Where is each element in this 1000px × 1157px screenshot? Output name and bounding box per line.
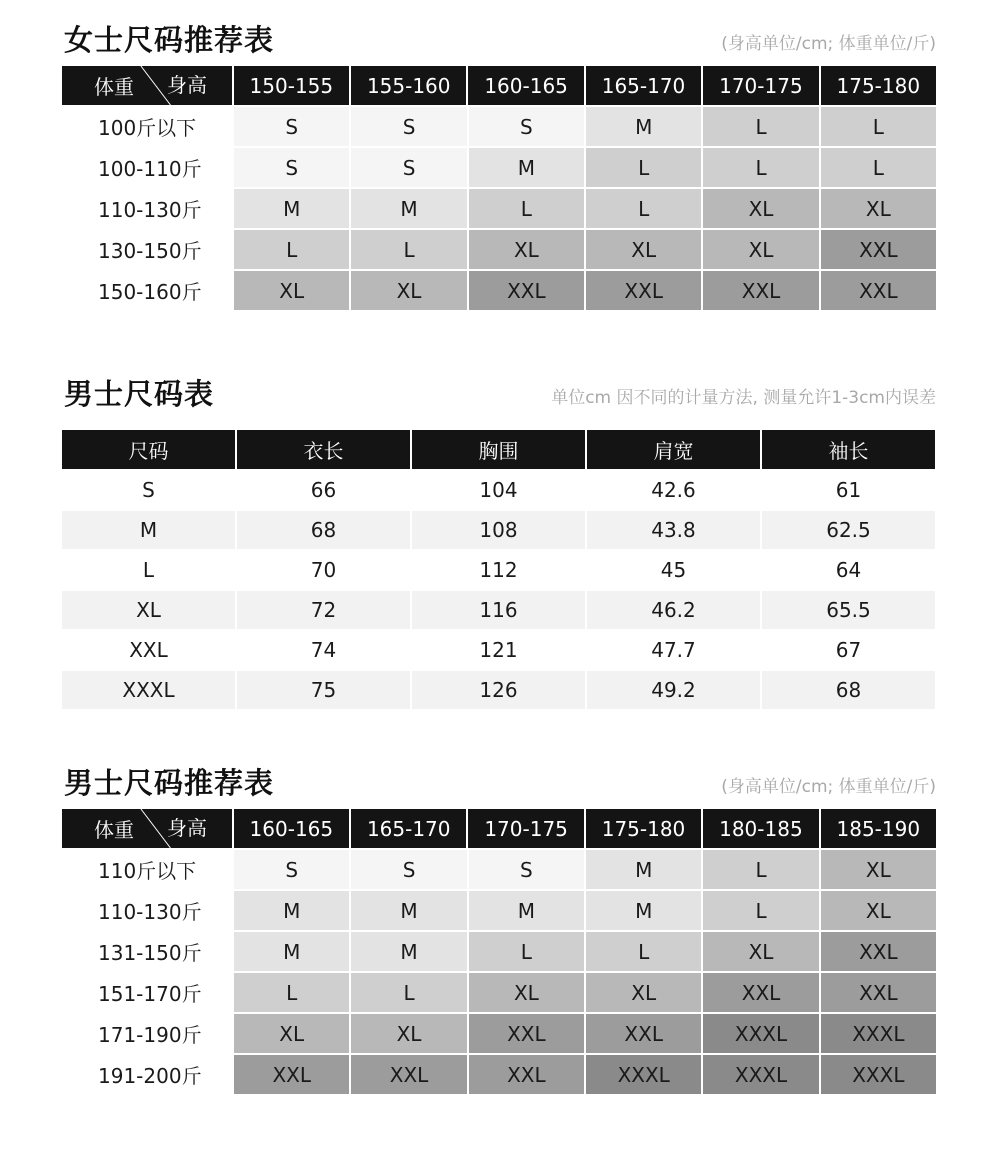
table-row — [62, 671, 936, 709]
size-cell: S — [351, 850, 466, 889]
size-cell: XL — [703, 230, 818, 269]
size-cell: XXXL — [821, 1014, 936, 1053]
size-cell: XL — [469, 973, 584, 1012]
measurement-cell: 61 — [762, 471, 935, 509]
size-cell: XXXL — [703, 1055, 818, 1094]
measurement-cell: 126 — [412, 671, 585, 709]
size-cell: L — [469, 932, 584, 971]
section-title: 男士尺码推荐表 — [64, 766, 275, 800]
size-cell: XL — [234, 271, 349, 310]
measurement-cell: 74 — [237, 631, 410, 669]
measurement-cell: 112 — [412, 551, 585, 589]
corner-height-label: 身高 — [167, 73, 207, 97]
height-range-header: 175-180 — [586, 809, 701, 848]
size-cell: L — [234, 973, 349, 1012]
size-cell: L — [586, 148, 701, 187]
size-cell: S — [351, 148, 466, 187]
column-header: 衣长 — [237, 430, 410, 469]
size-cell: XXL — [703, 271, 818, 310]
size-cell: S — [469, 107, 584, 146]
size-cell: XL — [351, 1014, 466, 1053]
size-cell: L — [821, 148, 936, 187]
size-cell: S — [234, 148, 349, 187]
size-cell: XL — [821, 891, 936, 930]
size-cell: XL — [234, 1014, 349, 1053]
size-cell: XXL — [351, 1055, 466, 1094]
size-cell: XL — [821, 850, 936, 889]
size-cell: L — [703, 148, 818, 187]
column-header: 胸围 — [412, 430, 585, 469]
column-header: 肩宽 — [587, 430, 760, 469]
men-size-table — [62, 430, 936, 709]
size-cell: M — [351, 891, 466, 930]
table-row — [62, 631, 936, 669]
size-cell: XXL — [821, 973, 936, 1012]
table-row — [62, 551, 936, 589]
measurement-cell: 72 — [237, 591, 410, 629]
measurement-cell: 68 — [237, 511, 410, 549]
measurement-cell: 46.2 — [587, 591, 760, 629]
header-row — [62, 809, 936, 848]
size-cell: XXXL — [586, 1055, 701, 1094]
size-cell: XXXL — [703, 1014, 818, 1053]
size-cell: XXL — [469, 1055, 584, 1094]
size-cell: XXL — [821, 271, 936, 310]
table-row — [62, 591, 936, 629]
measurement-cell: S — [62, 471, 235, 509]
size-cell: XXL — [586, 1014, 701, 1053]
weight-range-label: 110-130斤 — [98, 900, 202, 924]
men-recommendation-table — [62, 809, 936, 1094]
size-cell: M — [586, 891, 701, 930]
height-range-header: 150-155 — [234, 66, 349, 105]
section-unit-note: (身高单位/cm; 体重单位/斤) — [721, 777, 936, 797]
height-range-header: 170-175 — [468, 809, 583, 848]
corner-weight-label: 体重 — [94, 75, 134, 99]
size-cell: L — [586, 932, 701, 971]
women-size-recommendation-section — [62, 18, 936, 304]
section-measurement-note: 单位cm 因不同的计量方法, 测量允许1-3cm内误差 — [551, 388, 936, 408]
height-range-header: 175-180 — [821, 66, 936, 105]
measurement-cell: 67 — [762, 631, 935, 669]
size-cell: M — [234, 891, 349, 930]
height-range-header: 160-165 — [468, 66, 583, 105]
measurement-cell: L — [62, 551, 235, 589]
measurement-cell: 45 — [587, 551, 760, 589]
table-row — [62, 1055, 936, 1094]
size-cell: L — [234, 230, 349, 269]
size-cell: L — [703, 107, 818, 146]
size-cell: XL — [703, 932, 818, 971]
men-size-recommendation-section — [62, 761, 936, 1088]
size-cell: M — [234, 189, 349, 228]
table-row — [62, 230, 936, 269]
size-cell: XL — [469, 230, 584, 269]
measurement-cell: XXL — [62, 631, 235, 669]
size-cell: L — [351, 230, 466, 269]
section-unit-note: (身高单位/cm; 体重单位/斤) — [721, 34, 936, 54]
table-row — [62, 471, 936, 509]
height-range-header: 155-160 — [351, 66, 466, 105]
size-cell: XXL — [469, 271, 584, 310]
size-cell: XL — [703, 189, 818, 228]
size-cell: L — [821, 107, 936, 146]
weight-range-label: 100斤以下 — [98, 116, 197, 140]
measurement-cell: 47.7 — [587, 631, 760, 669]
size-cell: S — [234, 107, 349, 146]
table-row — [62, 271, 936, 310]
corner-weight-label: 体重 — [94, 818, 134, 842]
table-row — [62, 973, 936, 1012]
corner-header-cell — [62, 66, 232, 105]
measurement-cell: 121 — [412, 631, 585, 669]
corner-height-label: 身高 — [167, 816, 207, 840]
size-cell: L — [703, 850, 818, 889]
table-row — [62, 891, 936, 930]
weight-range-label: 110斤以下 — [98, 859, 197, 883]
measurement-cell: XXXL — [62, 671, 235, 709]
height-range-header: 185-190 — [821, 809, 936, 848]
size-cell: M — [586, 107, 701, 146]
size-cell: XXL — [821, 230, 936, 269]
section-title: 男士尺码表 — [64, 377, 215, 411]
size-cell: L — [586, 189, 701, 228]
weight-range-label: 130-150斤 — [98, 239, 202, 263]
measurement-cell: 68 — [762, 671, 935, 709]
table-row — [62, 148, 936, 187]
size-cell: XXL — [703, 973, 818, 1012]
weight-range-label: 150-160斤 — [98, 280, 202, 304]
size-cell: M — [234, 932, 349, 971]
weight-range-label: 171-190斤 — [98, 1023, 202, 1047]
size-cell: XXL — [821, 932, 936, 971]
corner-header-cell — [62, 809, 232, 848]
size-cell: XXL — [586, 271, 701, 310]
size-cell: M — [351, 189, 466, 228]
measurement-cell: XL — [62, 591, 235, 629]
table-row — [62, 189, 936, 228]
size-cell: XL — [351, 271, 466, 310]
measurement-cell: M — [62, 511, 235, 549]
header-row — [62, 430, 936, 469]
weight-range-label: 100-110斤 — [98, 157, 202, 181]
measurement-cell: 43.8 — [587, 511, 760, 549]
section-title: 女士尺码推荐表 — [64, 23, 275, 57]
measurement-cell: 49.2 — [587, 671, 760, 709]
size-cell: M — [469, 148, 584, 187]
measurement-cell: 75 — [237, 671, 410, 709]
size-cell: XXL — [469, 1014, 584, 1053]
height-range-header: 180-185 — [703, 809, 818, 848]
men-size-chart-section — [62, 372, 936, 702]
size-cell: S — [469, 850, 584, 889]
size-cell: XL — [586, 230, 701, 269]
size-cell: M — [586, 850, 701, 889]
size-cell: S — [351, 107, 466, 146]
table-row — [62, 511, 936, 549]
header-row — [62, 66, 936, 105]
size-cell: M — [469, 891, 584, 930]
weight-range-label: 191-200斤 — [98, 1064, 202, 1088]
measurement-cell: 70 — [237, 551, 410, 589]
height-range-header: 165-170 — [351, 809, 466, 848]
weight-range-label: 110-130斤 — [98, 198, 202, 222]
measurement-cell: 64 — [762, 551, 935, 589]
section-header — [62, 761, 936, 801]
measurement-cell: 42.6 — [587, 471, 760, 509]
size-cell: S — [234, 850, 349, 889]
size-cell: L — [469, 189, 584, 228]
size-cell: L — [703, 891, 818, 930]
size-cell: XL — [821, 189, 936, 228]
women-recommendation-table — [62, 66, 936, 310]
height-range-header: 160-165 — [234, 809, 349, 848]
table-row — [62, 932, 936, 971]
column-header: 袖长 — [762, 430, 935, 469]
measurement-cell: 108 — [412, 511, 585, 549]
size-cell: XXL — [234, 1055, 349, 1094]
height-range-header: 170-175 — [703, 66, 818, 105]
measurement-cell: 116 — [412, 591, 585, 629]
table-row — [62, 850, 936, 889]
measurement-cell: 104 — [412, 471, 585, 509]
table-row — [62, 107, 936, 146]
weight-range-label: 151-170斤 — [98, 982, 202, 1006]
height-range-header: 165-170 — [586, 66, 701, 105]
measurement-cell: 65.5 — [762, 591, 935, 629]
section-header — [62, 372, 936, 412]
measurement-cell: 62.5 — [762, 511, 935, 549]
size-cell: XL — [586, 973, 701, 1012]
size-cell: XXXL — [821, 1055, 936, 1094]
weight-range-label: 131-150斤 — [98, 941, 202, 965]
measurement-cell: 66 — [237, 471, 410, 509]
size-cell: L — [351, 973, 466, 1012]
size-cell: M — [351, 932, 466, 971]
table-row — [62, 1014, 936, 1053]
column-header: 尺码 — [62, 430, 235, 469]
section-header — [62, 18, 936, 58]
